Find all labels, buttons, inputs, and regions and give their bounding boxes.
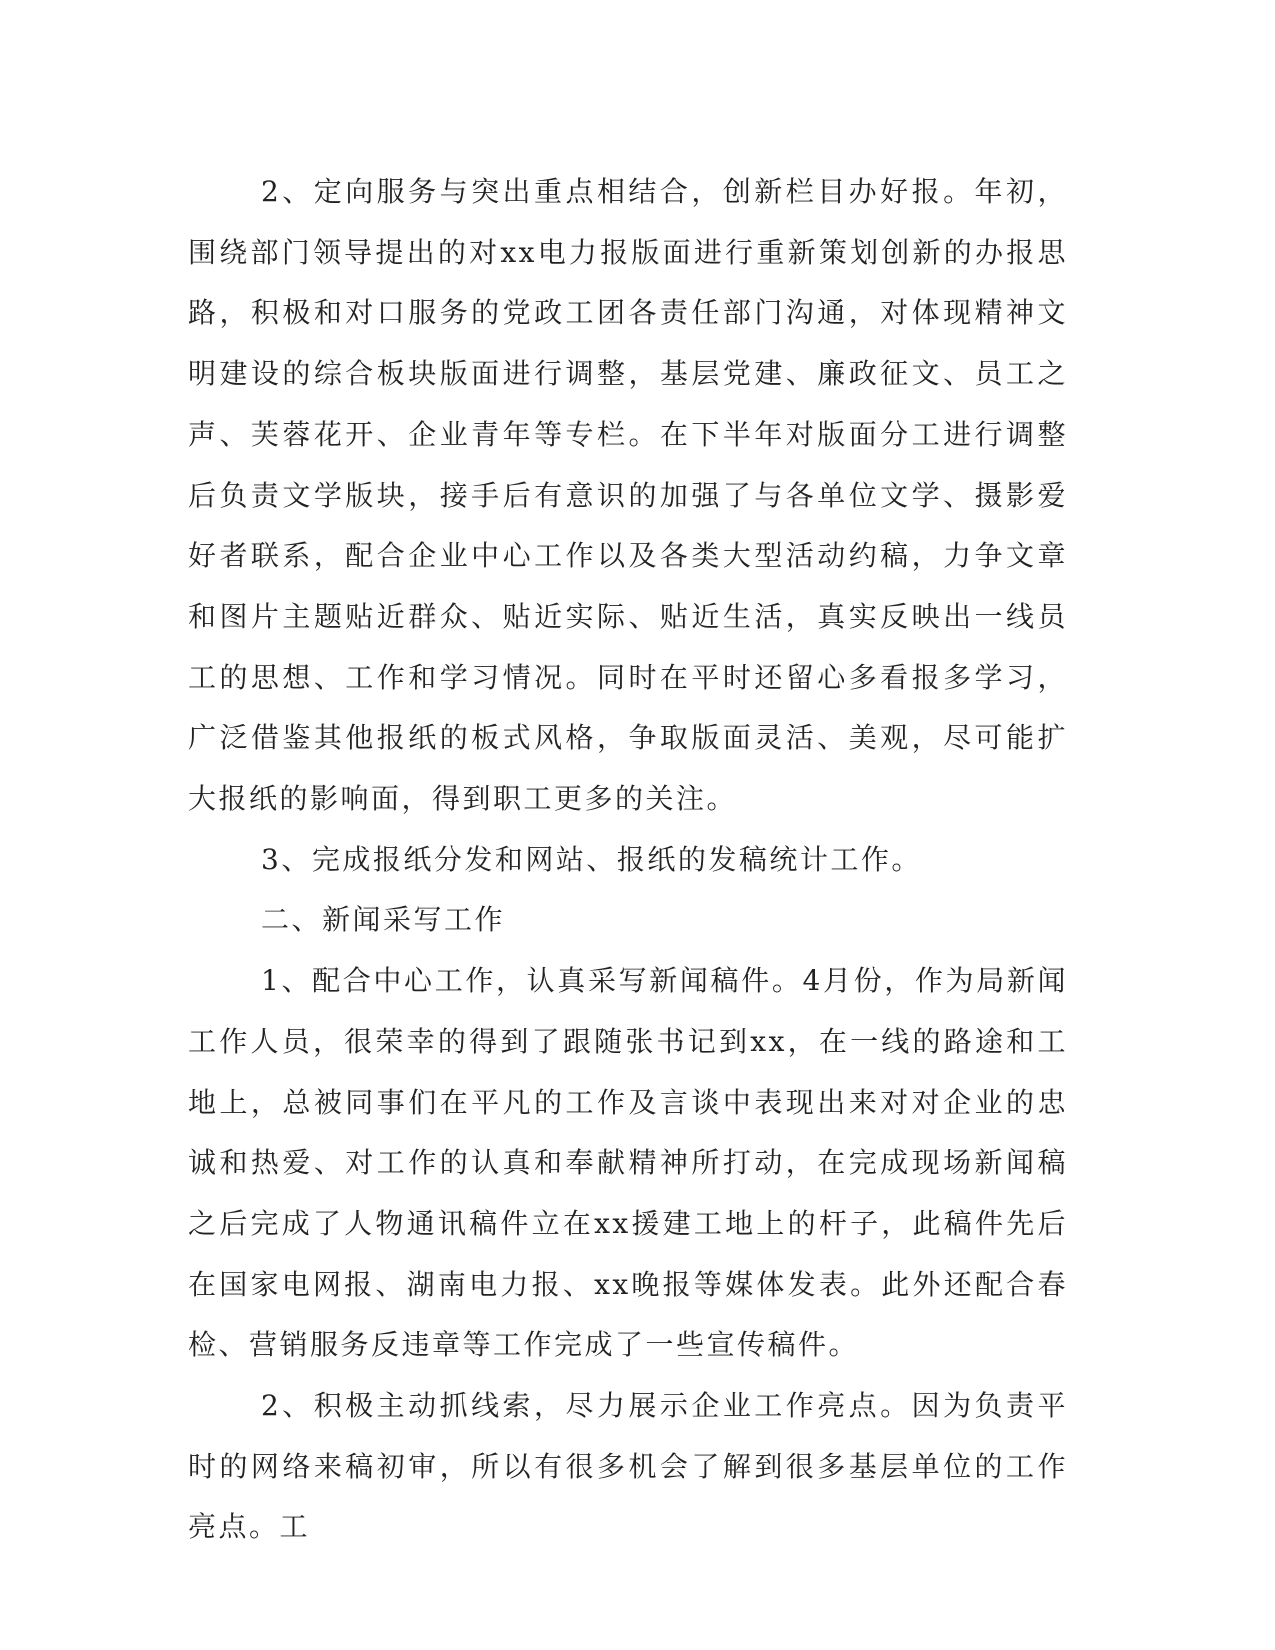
paragraph-editorial-service: 2、定向服务与突出重点相结合，创新栏目办好报。年初，围绕部门领导提出的对xx电力报版面进行重新策划创新的办报思路，积极和对口服务的党政工团各责任部门沟通，对体现精神文明建设的综合板块版面进行调整，基层党建、廉政征文、员工之声、芙蓉花开、企业青年等专栏。在下半年对版面分工进行调整后负责文学版块，接手后有意识的加强了与各单位文学、摄影爱好者联系，配合企业中心工作以及各类大型活动约稿，力争文章和图片主题贴近群众、贴近实际、贴近生活，真实反映出一线员工的思想、工作和学习情况。同时在平时还留心多看报多学习，广泛借鉴其他报纸的板式风格，争取版面灵活、美观，尽可能扩大报纸的影响面，得到职工更多的关注。	[188, 175, 1068, 816]
paragraph-highlight-leads: 2、积极主动抓线索，尽力展示企业工作亮点。因为负责平时的网络来稿初审，所以有很多机会了解到很多基层单位的工作亮点。工	[188, 1389, 1068, 1544]
section-heading-news-writing: 二、新闻采写工作	[261, 903, 506, 937]
paragraph-news-reporting: 1、配合中心工作，认真采写新闻稿件。4月份，作为局新闻工作人员，很荣幸的得到了跟随张书记到xx，在一线的路途和工地上，总被同事们在平凡的工作及言谈中表现出来对对企业的忠诚和热爱、对工作的认真和奉献精神所打动，在完成现场新闻稿之后完成了人物通讯稿件立在xx援建工地上的杆子，此稿件先后在国家电网报、湖南电力报、xx晚报等媒体发表。此外还配合春检、营销服务反违章等工作完成了一些宣传稿件。	[188, 964, 1068, 1362]
document-body	[188, 162, 1068, 1558]
paragraph-distribution-statistics: 3、完成报纸分发和网站、报纸的发稿统计工作。	[261, 842, 922, 876]
